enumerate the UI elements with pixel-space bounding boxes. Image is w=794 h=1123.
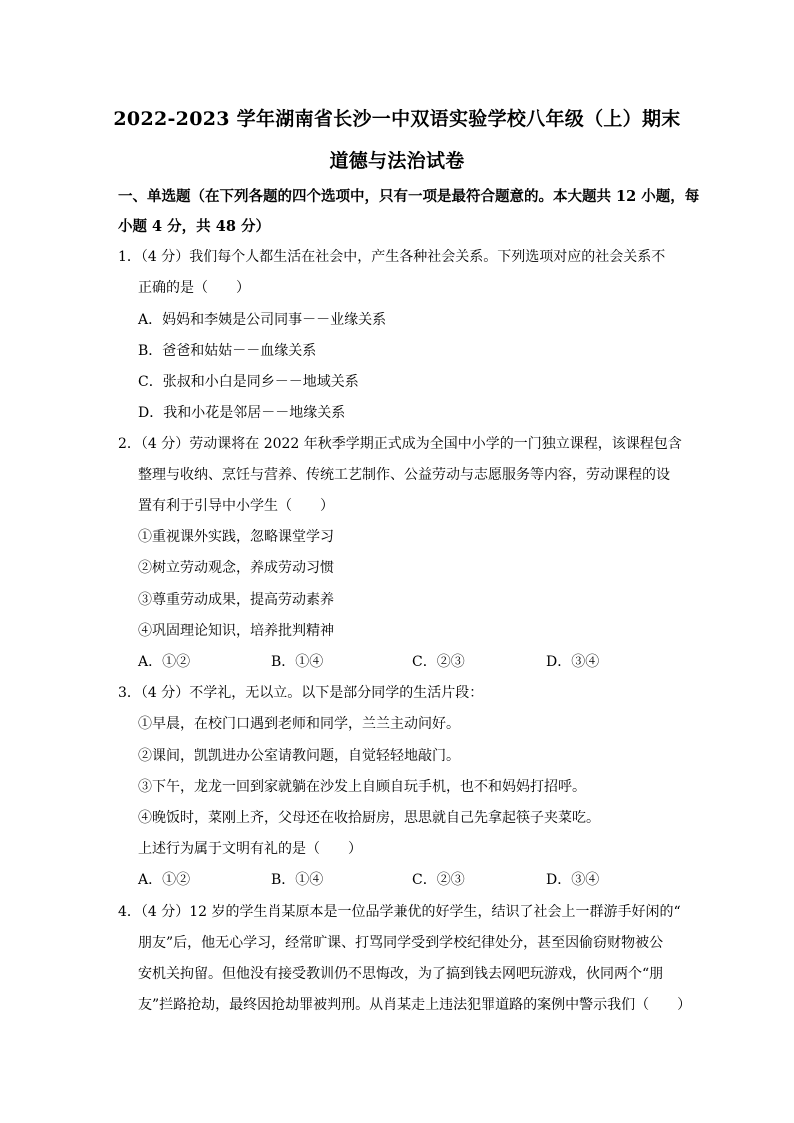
question-2-option-a: A．①② <box>138 654 191 670</box>
question-4-stem-line-1: 4．（4 分）12 岁的学生肖某原本是一位品学兼优的好学生，结识了社会上一群游手好闲的“ <box>118 904 681 920</box>
question-4-stem-line-4: 友”拦路抢劫，最终因抢劫罪被判刑。从肖某走上违法犯罪道路的案例中警示我们（ ） <box>138 997 692 1013</box>
question-1-stem-line-2: 正确的是（ ） <box>138 280 250 296</box>
question-3-option-b: B．①④ <box>271 872 324 888</box>
question-3-stem-line-2: 上述行为属于文明有礼的是（ ） <box>138 841 362 857</box>
question-3-item-2: ②课间，凯凯进办公室请教问题，自觉轻轻地敲门。 <box>138 748 460 764</box>
question-3-item-4: ④晚饭时，菜刚上齐，父母还在收拾厨房，思思就自己先拿起筷子夹菜吃。 <box>138 810 600 826</box>
question-4-stem-line-3: 安机关拘留。但他没有接受教训仍不思悔改，为了搞到钱去网吧玩游戏，伙同两个“朋 <box>138 966 664 982</box>
question-1-option-d: D．我和小花是邻居－－地缘关系 <box>138 405 346 421</box>
question-1-option-c: C．张叔和小白是同乡－－地域关系 <box>138 374 359 390</box>
question-2-item-3: ③尊重劳动成果，提高劳动素养 <box>138 592 334 608</box>
section-heading-line-2: 小题 4 分，共 48 分） <box>118 218 270 235</box>
question-3-item-1: ①早晨，在校门口遇到老师和同学，兰兰主动问好。 <box>138 716 460 732</box>
section-heading-line-1: 一、单选题（在下列各题的四个选项中，只有一项是最符合题意的。本大题共 12 小题，每 <box>118 188 700 205</box>
question-3-stem-line-1: 3．（4 分）不学礼，无以立。以下是部分同学的生活片段： <box>118 685 484 701</box>
question-2-option-b: B．①④ <box>271 654 324 670</box>
question-1-option-a: A．妈妈和李姨是公司同事－－业缘关系 <box>138 312 387 328</box>
question-2-item-4: ④巩固理论知识，培养批判精神 <box>138 623 334 639</box>
question-2-item-1: ①重视课外实践，忽略课堂学习 <box>138 529 334 545</box>
exam-title-line-2: 道德与法治试卷 <box>329 150 465 172</box>
question-3-option-a: A．①② <box>138 872 191 888</box>
exam-title-line-1: 2022-2023 学年湖南省长沙一中双语实验学校八年级（上）期末 <box>113 108 681 130</box>
question-2-options <box>138 652 638 672</box>
question-2-stem-line-2: 整理与收纳、烹饪与营养、传统工艺制作、公益劳动与志愿服务等内容，劳动课程的设 <box>138 467 670 483</box>
question-2-stem-line-3: 置有利于引导中小学生（ ） <box>138 498 334 514</box>
question-3-option-c: C．②③ <box>412 872 465 888</box>
question-2-item-2: ②树立劳动观念，养成劳动习惯 <box>138 560 334 576</box>
question-1-stem-line-1: 1．（4 分）我们每个人都生活在社会中，产生各种社会关系。下列选项对应的社会关系不 <box>118 249 666 265</box>
question-1-option-b: B．爸爸和姑姑－－血缘关系 <box>138 343 317 359</box>
question-2-option-d: D．③④ <box>546 654 600 670</box>
question-3-item-3: ③下午，龙龙一回到家就躺在沙发上自顾自玩手机，也不和妈妈打招呼。 <box>138 779 586 795</box>
question-2-stem-line-1: 2．（4 分）劳动课将在 2022 年秋季学期正式成为全国中小学的一门独立课程，该课程包含 <box>118 436 682 452</box>
question-2-option-c: C．②③ <box>412 654 465 670</box>
question-3-option-d: D．③④ <box>546 872 600 888</box>
question-4-stem-line-2: 朋友”后，他无心学习，经常旷课、打骂同学受到学校纪律处分，甚至因偷窃财物被公 <box>138 935 664 951</box>
question-3-options <box>138 870 638 890</box>
